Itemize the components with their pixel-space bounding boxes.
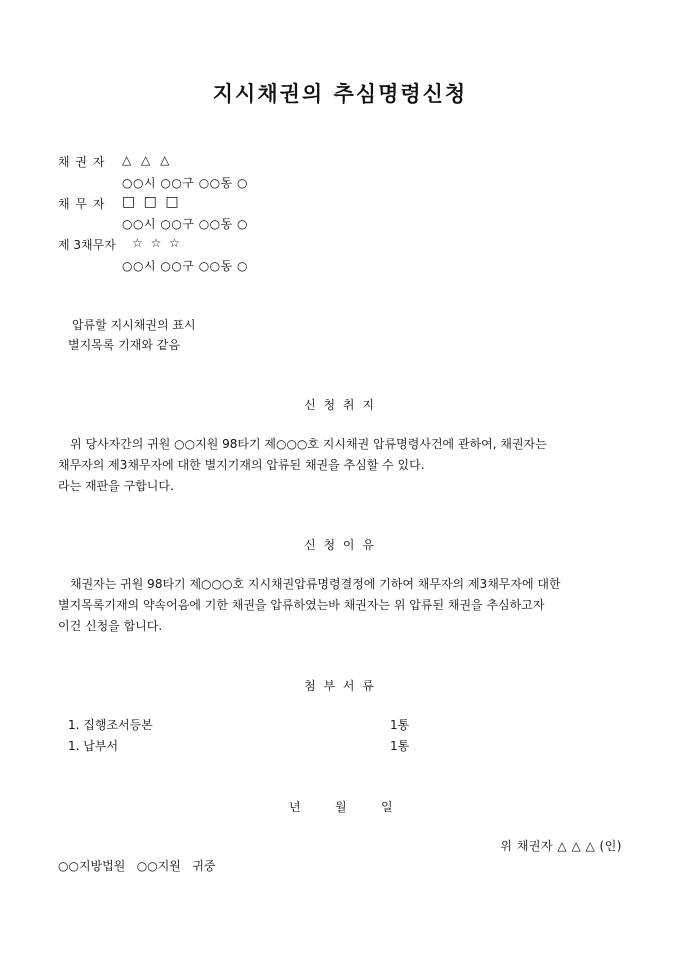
reason-paragraph xyxy=(58,574,622,637)
third-debtor-label: 제 3채무자 xyxy=(58,238,116,252)
court-addressee: ○○지방법원 ○○지원 귀중 xyxy=(58,859,216,873)
creditor-name: △ △ △ xyxy=(122,153,173,167)
debtor-address: ○○시 ○○구 ○○동 ○ xyxy=(122,217,249,231)
purpose-line-1: 위 당사자간의 귀원 ○○지원 98타기 제○○○호 지시채권 압류명령사건에 관하여, 채권자는 xyxy=(70,437,547,451)
reason-line-3: 이건 신청을 합니다. xyxy=(58,619,163,633)
debtor-label: 채 무 자 xyxy=(58,197,106,211)
third-debtor-name: ☆ ☆ ☆ xyxy=(132,236,182,250)
reason-line-1: 채권자는 귀원 98타기 제○○○호 지시채권압류명령결정에 기하여 채무자의 제3채무자에 대한 xyxy=(70,577,561,591)
creditor-address: ○○시 ○○구 ○○동 ○ xyxy=(122,176,249,190)
document-title: 지시채권의 추심명령신청 xyxy=(212,81,468,106)
attachments-heading: 첨 부 서 류 xyxy=(304,679,376,693)
attachment-item-2: 1. 납부서 xyxy=(68,739,119,753)
date-month: 월 xyxy=(335,800,347,814)
debtor-name: □ □ □ xyxy=(122,194,181,210)
date-day: 일 xyxy=(381,800,393,814)
reason-heading: 신 청 이 유 xyxy=(304,538,376,552)
attachment-qty-2: 1통 xyxy=(390,739,410,753)
reason-line-2: 별지목록기재의 약속어음에 기한 채권을 압류하였는바 채권자는 위 압류된 채권을 추심하고자 xyxy=(58,598,545,612)
date-year: 년 xyxy=(289,800,301,814)
creditor-label: 채 권 자 xyxy=(58,155,106,169)
attachment-item-1: 1. 집행조서등본 xyxy=(68,718,153,732)
purpose-heading: 신 청 취 지 xyxy=(304,398,376,412)
third-debtor-address: ○○시 ○○구 ○○동 ○ xyxy=(122,259,249,273)
purpose-line-3: 라는 재판을 구합니다. xyxy=(58,479,174,493)
signature-line: 위 채권자 △ △ △ (인) xyxy=(500,839,622,853)
purpose-line-2: 채무자의 제3채무자에 대한 별지기재의 압류된 채권을 추심할 수 있다. xyxy=(58,458,425,472)
seized-claim-title: 압류할 지시채권의 표시 xyxy=(72,318,196,332)
seized-claim-desc: 별지목록 기재와 같음 xyxy=(68,338,180,352)
attachment-qty-1: 1통 xyxy=(390,718,410,732)
purpose-paragraph xyxy=(58,434,622,497)
